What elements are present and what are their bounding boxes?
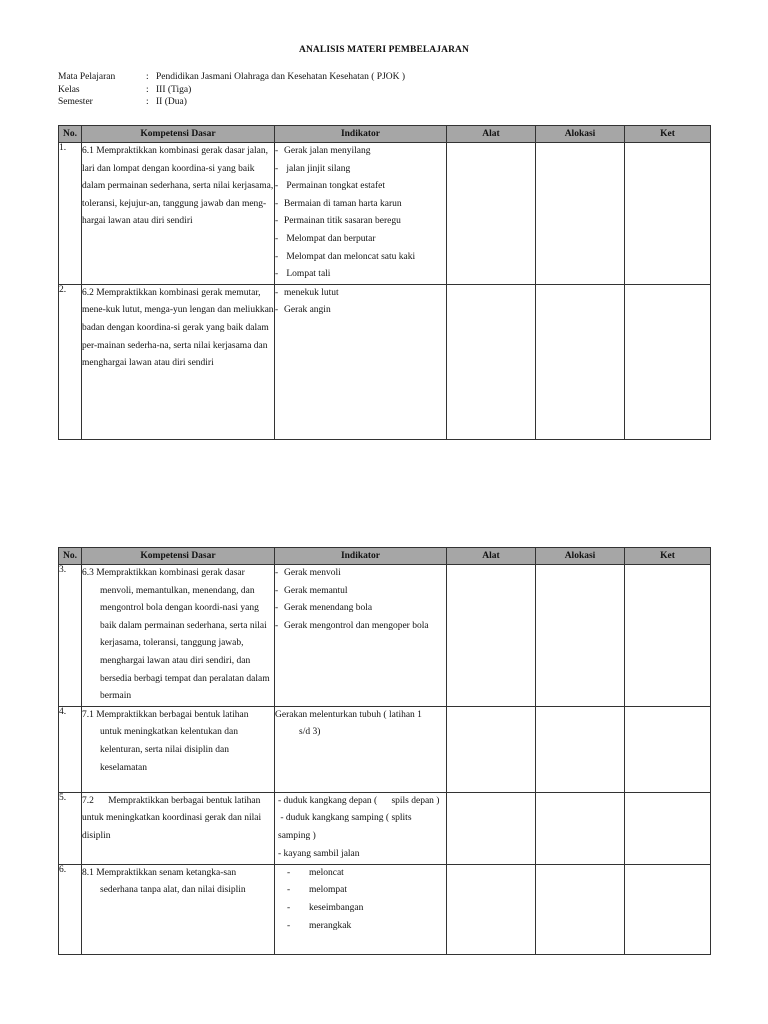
header-alokasi: Alokasi	[536, 548, 625, 565]
indikator-cell	[275, 864, 447, 954]
table-row	[59, 143, 711, 285]
alat-cell	[447, 792, 536, 864]
alat-cell	[447, 864, 536, 954]
header-ket: Ket	[625, 548, 711, 565]
alokasi-cell	[536, 792, 625, 864]
kd-first-line: 6.3 Mempraktikkan kombinasi gerak dasar	[82, 568, 245, 578]
kompetensi-dasar-cell: 6.1 Mempraktikkan kombinasi gerak dasar jalan, lari dan lompat dengan koordina-si yang baik dalam permainan sederhana, serta nilai kerjasama, toleransi, kejujur-an, tanggung jawab dan meng-hargai lawan atau diri sendiri	[82, 143, 275, 285]
indikator-text: Melompat dan meloncat satu kaki	[286, 251, 416, 262]
meta-row-class	[58, 84, 405, 97]
kompetensi-dasar-cell	[82, 706, 275, 792]
indikator-continuation: s/d 3)	[299, 727, 321, 738]
indikator-text: Lompat tali	[286, 269, 331, 280]
kompetensi-dasar-cell: 7.2 Mempraktikkan berbagai bentuk latihan untuk meningkatkan koordinasi gerak dan nilai disiplin	[82, 792, 275, 864]
header-indikator: Indikator	[275, 548, 447, 565]
indikator-list	[275, 285, 446, 320]
list-item: - keseimbangan	[287, 902, 364, 913]
list-item: - menekuk lutut	[275, 287, 339, 298]
indikator-cell	[275, 565, 447, 707]
meta-value: III (Tiga)	[156, 84, 192, 95]
list-item: - Melompat dan meloncat satu kaki	[275, 251, 416, 262]
table-header-row	[59, 548, 711, 565]
header-ket: Ket	[625, 126, 711, 143]
kompetensi-dasar-cell: 6.2 Mempraktikkan kombinasi gerak memutar, mene-kuk lutut, menga-yun lengan dan meliukkan badan dengan koordina-si gerak yang baik dalam per-mainan sederha-na, serta nilai kerjasama dan menghargai lawan atau diri sendiri	[82, 284, 275, 439]
table-row	[59, 284, 711, 439]
indikator-text: Gerak menendang bola	[284, 603, 373, 614]
indikator-text: Permainan tongkat estafet	[286, 181, 386, 192]
row-number: 3.	[59, 565, 82, 707]
list-item: - Gerak angin	[275, 305, 331, 316]
ket-cell	[625, 284, 711, 439]
list-item: - meloncat	[287, 867, 344, 878]
table-header-row	[59, 126, 711, 143]
kd-first-line: 8.1 Mempraktikkan senam ketangka-san	[82, 867, 237, 878]
list-item: - melompat	[287, 885, 347, 896]
indikator-list	[275, 565, 446, 635]
indikator-text: menekuk lutut	[284, 287, 339, 298]
kd-continuation: sederhana tanpa alat, dan nilai disiplin	[100, 885, 246, 896]
indikator-text: melompat	[309, 885, 347, 896]
header-no: No.	[59, 126, 82, 143]
header-kompetensi-dasar: Kompetensi Dasar	[82, 126, 275, 143]
row-number: 2.	[59, 284, 82, 439]
row-number: 6.	[59, 864, 82, 954]
meta-value: II (Dua)	[156, 97, 187, 107]
header-no: No.	[59, 548, 82, 565]
document-meta	[58, 71, 405, 109]
indikator-cell	[275, 706, 447, 792]
indikator-text: - duduk kangkang depan ( spils depan )	[278, 795, 440, 806]
list-item: - Gerak menvoli	[275, 568, 341, 578]
meta-label: Mata Pelajaran	[58, 72, 116, 82]
indikator-text: keseimbangan	[309, 902, 364, 913]
header-indikator: Indikator	[275, 126, 447, 143]
list-item: - Gerak menendang bola	[275, 603, 373, 614]
header-alat: Alat	[447, 126, 536, 143]
indikator-text: meloncat	[309, 867, 344, 878]
indikator-text: jalan jinjit silang	[286, 163, 351, 174]
indikator-text: Gerak menvoli	[284, 568, 341, 578]
indikator-text: Gerak angin	[284, 305, 331, 316]
meta-colon: :	[146, 97, 149, 107]
list-item: - merangkak	[287, 920, 352, 931]
indikator-cell	[275, 284, 447, 439]
indikator-list	[275, 865, 446, 935]
kd-continuation: menvoli, memantulkan, menendang, dan mengontrol bola dengan koordi-nasi yang baik dalam permainan sederhana, serta nilai kerjasama, toleransi, tanggung jawab, menghargai lawan atau diri sendiri, dan bersedia berbagi tempat dan peralatan dalam bermain	[100, 585, 270, 702]
ket-cell	[625, 792, 711, 864]
list-item: - Gerak jalan menyilang	[275, 146, 371, 156]
analysis-table-2	[58, 547, 711, 955]
alokasi-cell	[536, 565, 625, 707]
indikator-text: Gerak memantul	[284, 585, 348, 596]
row-number: 5.	[59, 792, 82, 864]
header-alat: Alat	[447, 548, 536, 565]
list-item: - Gerak memantul	[275, 585, 348, 596]
meta-colon: :	[146, 84, 149, 95]
meta-colon: :	[146, 72, 149, 82]
header-alokasi: Alokasi	[536, 126, 625, 143]
list-item: - jalan jinjit silang	[275, 163, 351, 174]
indikator-cell	[275, 143, 447, 285]
indikator-text: Gerak mengontrol dan mengoper bola	[284, 620, 429, 631]
row-number: 4.	[59, 706, 82, 792]
list-item: - Melompat dan berputar	[275, 233, 376, 244]
indikator-text: Permainan titik sasaran beregu	[284, 216, 401, 227]
alokasi-cell	[536, 143, 625, 285]
document-title: ANALISIS MATERI PEMBELAJARAN	[299, 45, 469, 55]
table-row	[59, 565, 711, 707]
alokasi-cell	[536, 706, 625, 792]
alat-cell	[447, 143, 536, 285]
indikator-list	[275, 143, 446, 284]
alokasi-cell	[536, 864, 625, 954]
table-row	[59, 792, 711, 864]
indikator-text: - duduk kangkang samping ( splits samping )	[278, 813, 414, 841]
ket-cell	[625, 706, 711, 792]
meta-label: Semester	[58, 97, 93, 107]
alat-cell	[447, 565, 536, 707]
kompetensi-dasar-cell	[82, 864, 275, 954]
list-item: - Lompat tali	[275, 269, 331, 280]
list-item: - Permainan tongkat estafet	[275, 181, 386, 192]
ket-cell	[625, 565, 711, 707]
indikator-text: Melompat dan berputar	[286, 233, 376, 244]
header-kompetensi-dasar: Kompetensi Dasar	[82, 548, 275, 565]
indikator-text: - kayang sambil jalan	[278, 848, 360, 859]
list-item: - Gerak mengontrol dan mengoper bola	[275, 620, 429, 631]
alokasi-cell	[536, 284, 625, 439]
indikator-text: Bermaian di taman harta karun	[284, 198, 402, 209]
list-item: - Permainan titik sasaran beregu	[275, 216, 401, 227]
indikator-text: Gerak jalan menyilang	[284, 146, 371, 156]
meta-row-subject	[58, 71, 405, 84]
kompetensi-dasar-cell	[82, 565, 275, 707]
meta-value: Pendidikan Jasmani Olahraga dan Kesehatan Kesehatan ( PJOK )	[156, 72, 406, 82]
list-item: - Bermaian di taman harta karun	[275, 198, 402, 209]
alat-cell	[447, 706, 536, 792]
row-number: 1.	[59, 143, 82, 285]
kd-continuation: untuk meningkatkan kelentukan dan kelenturan, serta nilai disiplin dan keselamatan	[100, 727, 238, 773]
alat-cell	[447, 284, 536, 439]
indikator-cell	[275, 792, 447, 864]
indikator-text: merangkak	[309, 920, 352, 931]
meta-row-semester	[58, 96, 405, 109]
analysis-table-1	[58, 125, 711, 440]
table-row	[59, 864, 711, 954]
kd-first-line: 7.1 Mempraktikkan berbagai bentuk latihan	[82, 709, 249, 720]
ket-cell	[625, 864, 711, 954]
meta-label: Kelas	[58, 84, 80, 95]
table-row	[59, 706, 711, 792]
indikator-text: Gerakan melenturkan tubuh ( latihan 1	[275, 709, 422, 720]
ket-cell	[625, 143, 711, 285]
